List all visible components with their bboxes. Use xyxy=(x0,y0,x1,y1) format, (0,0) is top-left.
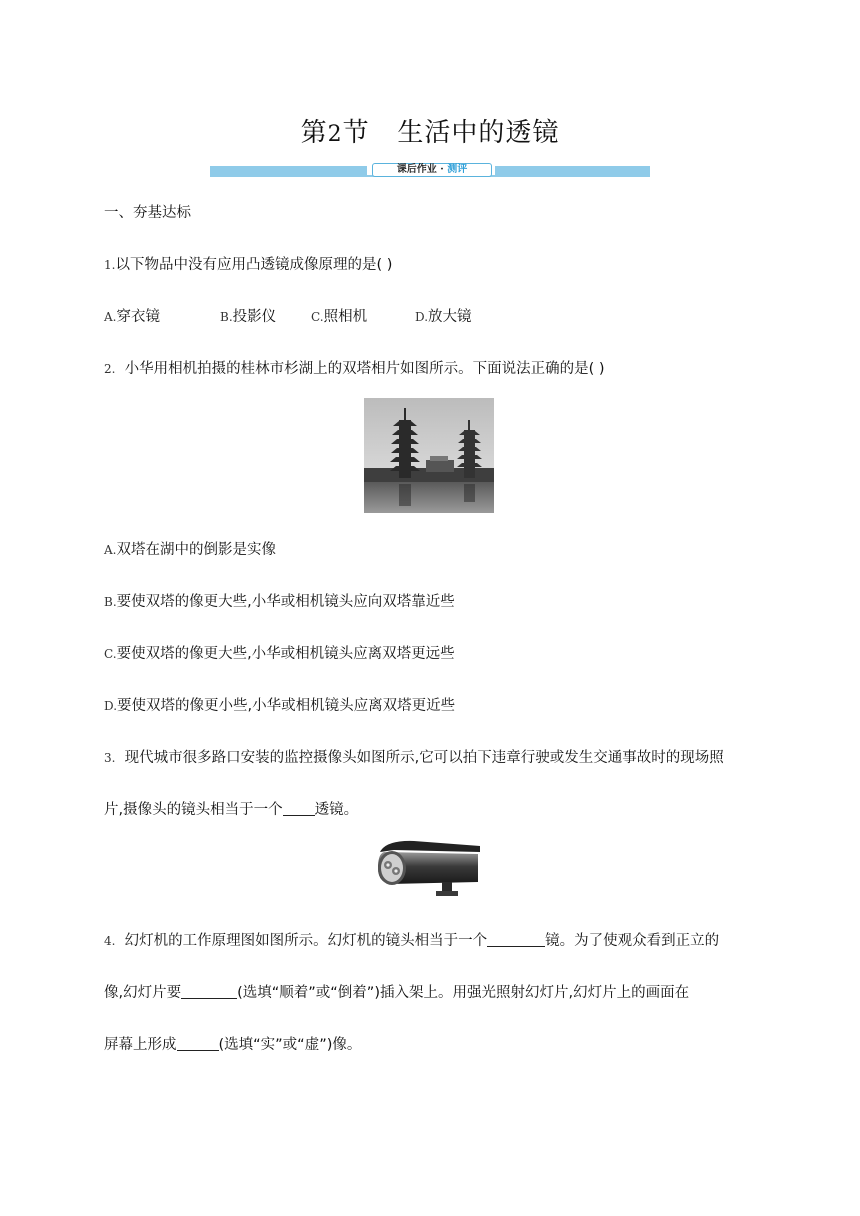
q1-option-a[interactable] xyxy=(104,305,160,326)
answer-blank-q3[interactable] xyxy=(283,801,315,816)
question-4-text-3: 像,幻灯片要 xyxy=(104,985,182,1001)
option-letter: A. xyxy=(104,310,117,324)
banner-highlight: 测评 xyxy=(447,164,468,175)
banner-bar-right xyxy=(495,166,650,175)
option-text: 要使双塔的像更小些,小华或相机镜头应离双塔更近些 xyxy=(117,698,456,714)
option-text: 要使双塔的像更大些,小华或相机镜头应离双塔更远些 xyxy=(116,646,455,662)
question-4-line-1 xyxy=(104,929,719,950)
option-text: 投影仪 xyxy=(232,309,277,325)
q2-option-d[interactable] xyxy=(104,694,455,715)
question-4-text-1: 幻灯机的工作原理图如图所示。幻灯机的镜头相当于一个 xyxy=(124,933,488,949)
question-1-options xyxy=(104,305,804,325)
option-letter: B. xyxy=(104,595,117,609)
question-3-text-3: 透镜。 xyxy=(314,802,359,818)
question-1-number: 1. xyxy=(104,258,116,272)
question-3-line-2 xyxy=(104,798,358,819)
twin-pagoda-photo xyxy=(364,398,494,513)
question-2-text: 小华用相机拍摄的桂林市杉湖上的双塔相片如图所示。下面说法正确的是( ) xyxy=(124,361,605,377)
page-title xyxy=(0,112,860,149)
option-letter: C. xyxy=(311,310,324,324)
section-heading: 一、夯基达标 xyxy=(104,205,191,221)
question-3-number: 3. xyxy=(104,751,116,765)
title-suffix: 节 xyxy=(342,118,370,148)
option-letter: D. xyxy=(415,310,429,324)
question-4-line-2 xyxy=(104,981,689,1002)
question-4-text-4: (选填“顺着”或“倒着”)插入架上。用强光照射幻灯片,幻灯片上的画面在 xyxy=(237,985,690,1001)
q2-option-c[interactable] xyxy=(104,642,455,663)
section-banner xyxy=(210,163,650,177)
title-number: 2 xyxy=(327,122,343,147)
option-text: 照相机 xyxy=(323,309,368,325)
option-letter: C. xyxy=(104,647,117,661)
question-1 xyxy=(104,253,392,274)
option-letter: D. xyxy=(104,699,118,713)
q1-option-d[interactable] xyxy=(415,305,472,326)
answer-blank-q4-1[interactable] xyxy=(487,932,545,947)
question-2-number: 2. xyxy=(104,362,116,376)
option-letter: A. xyxy=(104,543,117,557)
banner-separator: · xyxy=(440,164,444,175)
option-text: 穿衣镜 xyxy=(116,309,160,325)
title-main: 生活中的透镜 xyxy=(397,118,560,148)
question-4-text-2: 镜。为了使观众看到正立的 xyxy=(545,933,720,949)
banner-tag xyxy=(372,163,492,177)
question-4-text-5: 屏幕上形成 xyxy=(104,1037,177,1053)
banner-bar-left xyxy=(210,166,367,175)
q2-option-b[interactable] xyxy=(104,590,455,611)
question-3-text-1: 现代城市很多路口安装的监控摄像头如图所示,它可以拍下违章行驶或发生交通事故时的现场照 xyxy=(124,750,724,766)
title-prefix: 第 xyxy=(300,118,328,148)
question-1-text: 以下物品中没有应用凸透镜成像原理的是( ) xyxy=(115,257,393,273)
q2-option-a[interactable] xyxy=(104,538,276,559)
option-text: 放大镜 xyxy=(428,309,472,325)
question-4-number: 4. xyxy=(104,934,116,948)
surveillance-camera-photo xyxy=(374,838,484,903)
q1-option-b[interactable] xyxy=(220,305,276,326)
option-text: 要使双塔的像更大些,小华或相机镜头应向双塔靠近些 xyxy=(116,594,455,610)
answer-blank-q4-2[interactable] xyxy=(181,984,237,999)
answer-blank-q4-3[interactable] xyxy=(177,1036,219,1051)
question-3-line-1 xyxy=(104,746,724,767)
question-4-line-3 xyxy=(104,1033,361,1054)
option-letter: B. xyxy=(220,310,233,324)
q1-option-c[interactable] xyxy=(311,305,367,326)
question-3-text-2: 片,摄像头的镜头相当于一个 xyxy=(104,802,283,818)
question-4-text-6: (选填“实”或“虚”)像。 xyxy=(218,1037,362,1053)
banner-text: 课后作业 xyxy=(396,164,437,175)
option-text: 双塔在湖中的倒影是实像 xyxy=(116,542,276,558)
question-2 xyxy=(104,357,605,378)
